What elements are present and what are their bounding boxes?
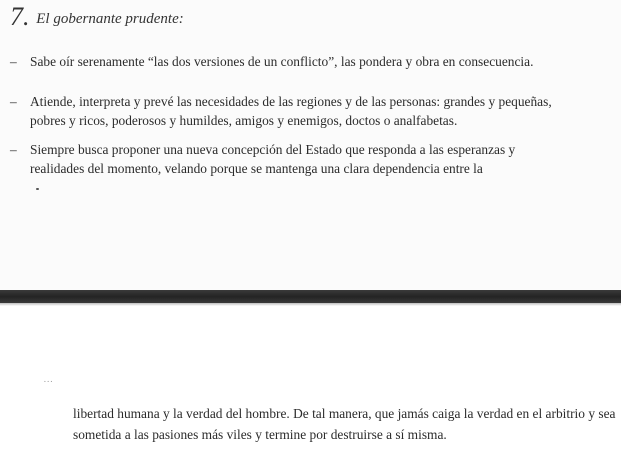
section-number: 7.: [10, 2, 30, 31]
list-dash: –: [10, 54, 17, 69]
list-item: [10, 92, 570, 130]
section-heading: [10, 2, 184, 32]
page-divider-shadow: [0, 303, 621, 306]
page-divider: [0, 290, 621, 303]
list-dash: –: [10, 142, 17, 157]
list-item-text: Atiende, interpreta y prevé las necesidades de las regiones y de las personas: grandes y pequeñas, pobres y ricos, poderosos y humildes, amigos y enemigos, doctos o analfabetas.: [30, 94, 552, 128]
section-title: El gobernante prudente:: [36, 11, 184, 27]
continuation-paragraph: libertad humana y la verdad del hombre. De tal manera, que jamás caiga la verdad en el arbitrio y sea sometida a las pasiones más viles y termine por destruirse a sí misma.: [73, 406, 616, 442]
list-dash: –: [10, 94, 17, 109]
list-item-text: Siempre busca proponer una nueva concepción del Estado que responda a las esperanzas y realidades del momento, velando porque se mantenga una clara dependencia entre la: [30, 142, 516, 176]
list-item: [10, 52, 570, 71]
cut-off-text-line: ...: [44, 377, 54, 383]
list-item-text: Sabe oír serenamente “las dos versiones de un conflicto”, las pondera y obra en consecuencia.: [30, 54, 534, 69]
scan-speck: [36, 188, 39, 190]
list-item: [10, 140, 570, 178]
